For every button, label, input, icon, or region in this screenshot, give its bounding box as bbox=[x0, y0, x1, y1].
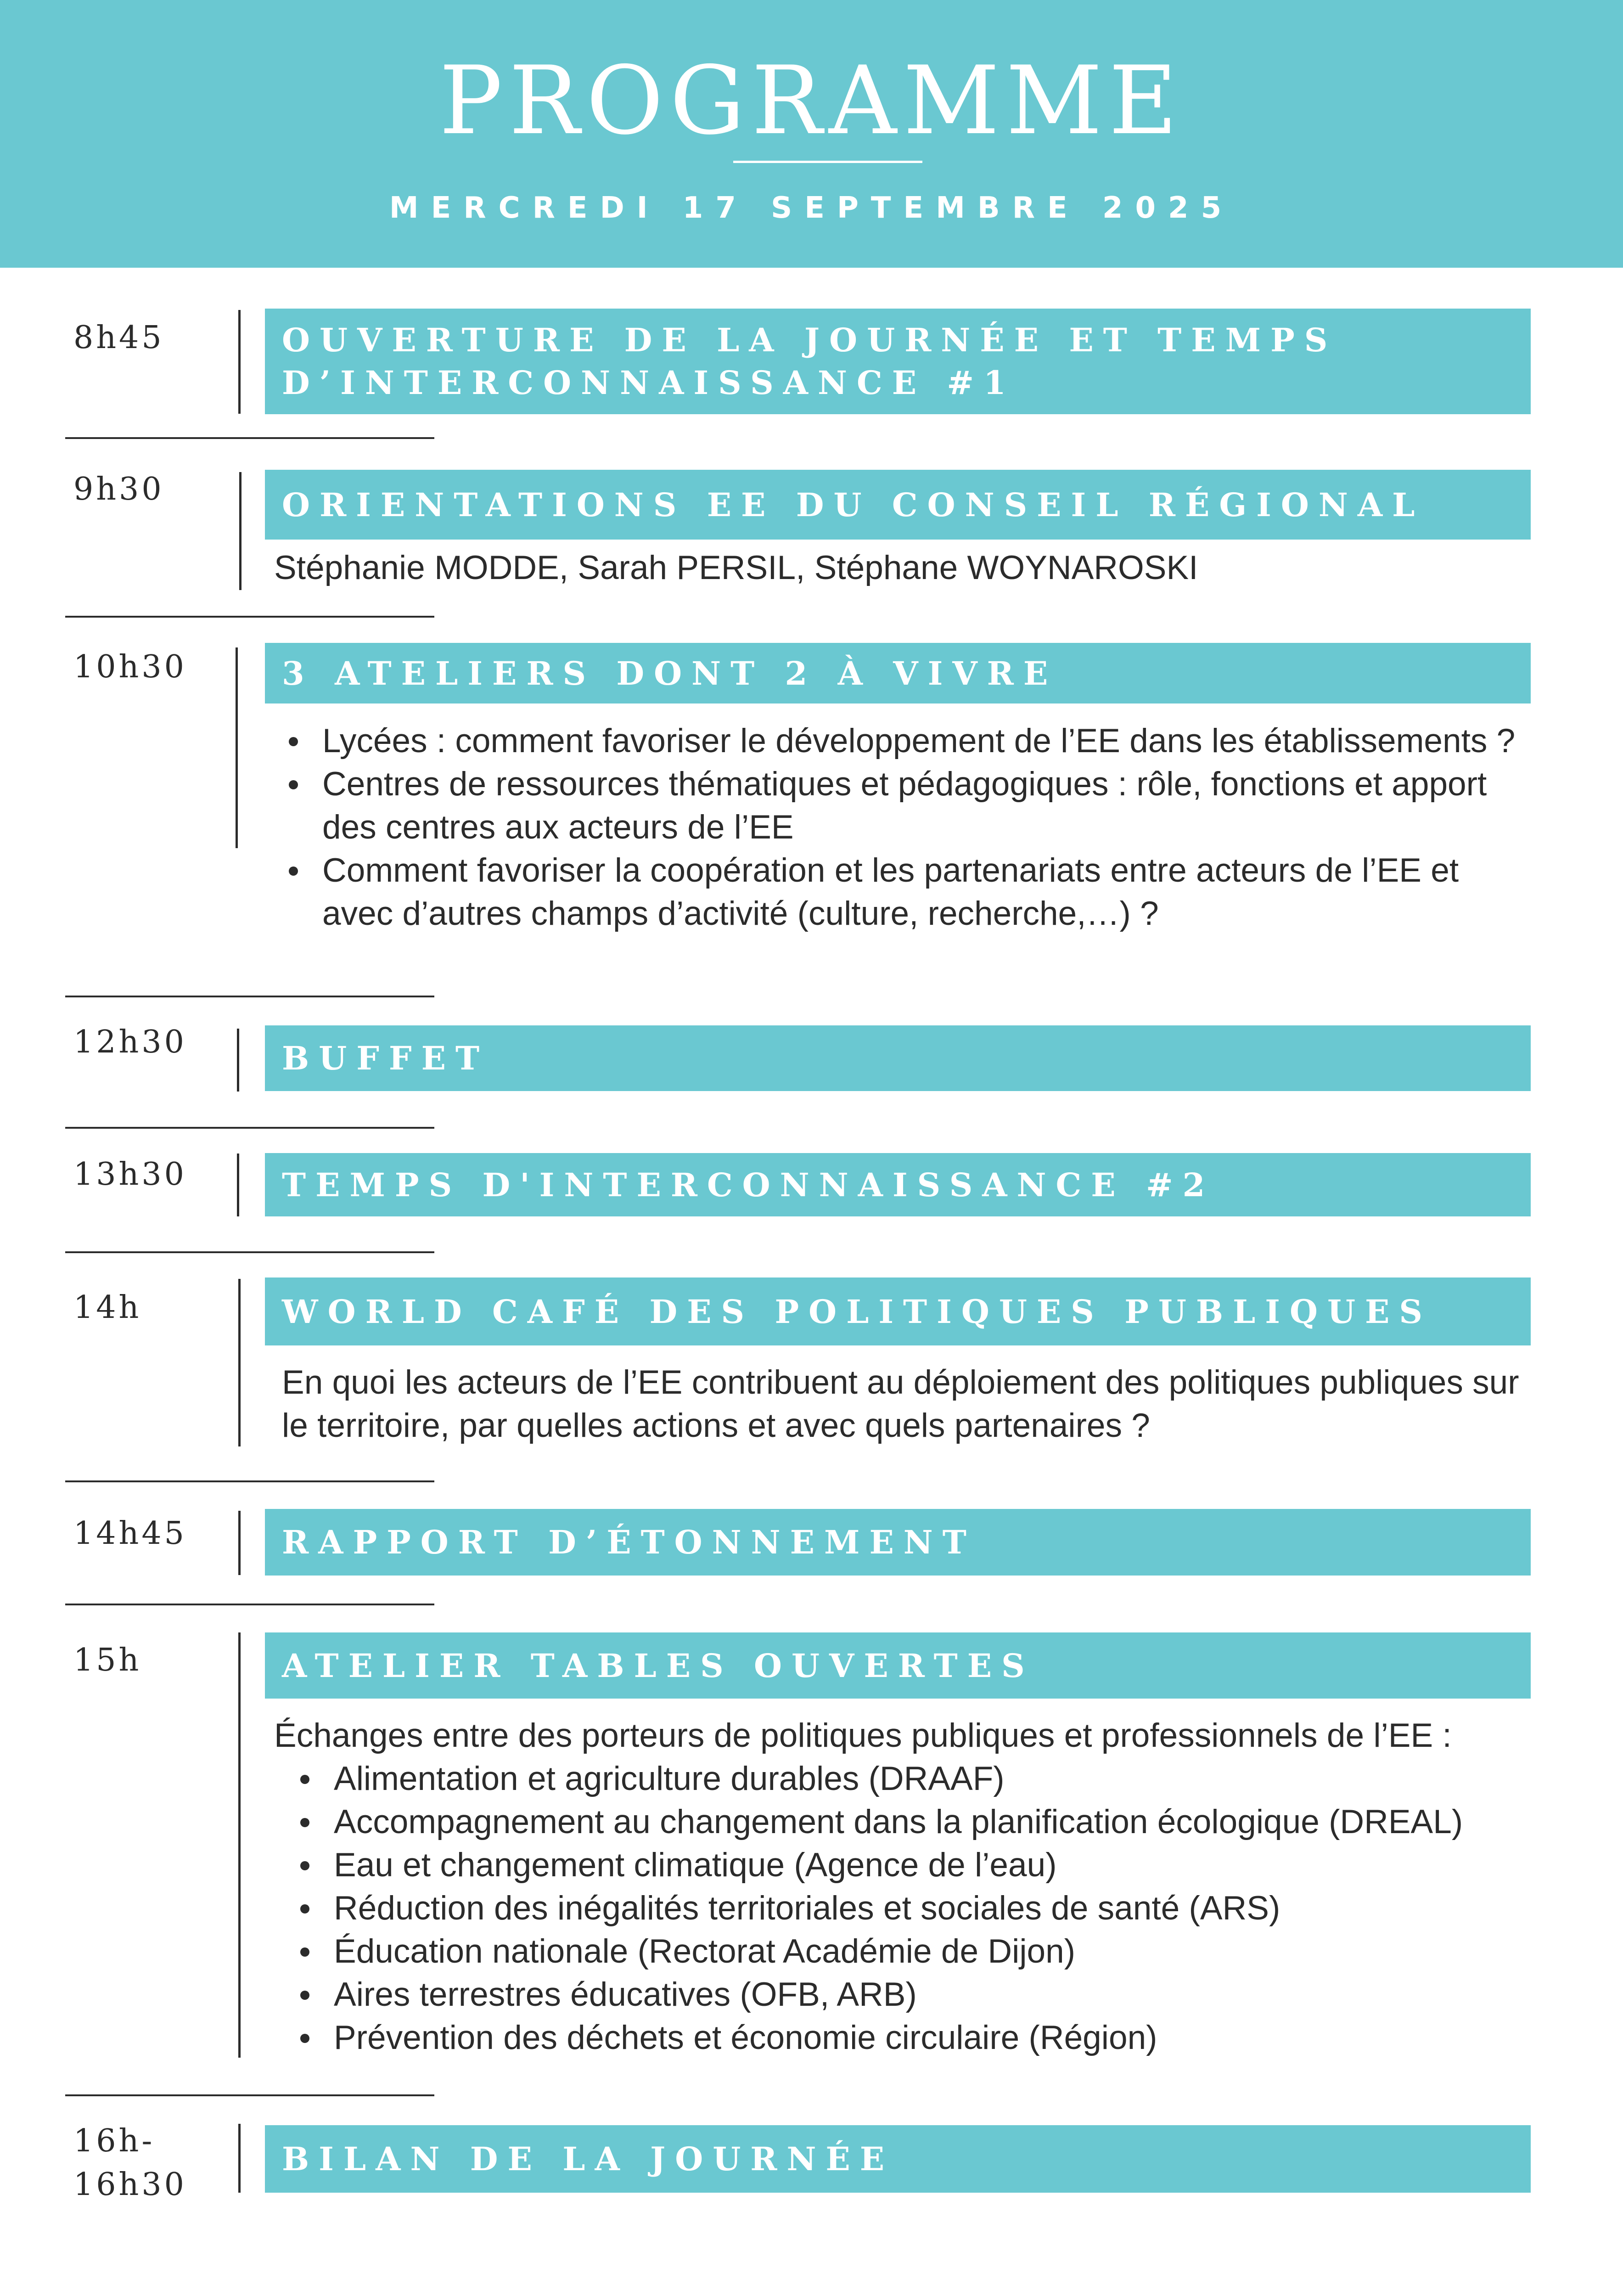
list-item: Accompagnement au changement dans la planification écologique (DREAL) bbox=[290, 1801, 1530, 1844]
time-label: 13h30 bbox=[73, 1156, 187, 1193]
time-label: 9h30 bbox=[73, 471, 164, 507]
list-item: Prévention des déchets et économie circulaire (Région) bbox=[290, 2016, 1530, 2060]
session-intro: Échanges entre des porteurs de politiques publiques et professionnels de l’EE : bbox=[274, 1717, 1452, 1754]
time-label: 8h45 bbox=[73, 320, 164, 356]
list-item: Aires terrestres éducatives (OFB, ARB) bbox=[290, 1973, 1530, 2016]
session-title-bar bbox=[265, 1277, 1531, 1345]
section-separator bbox=[65, 1251, 434, 1253]
page-title: PROGRAMME bbox=[439, 46, 1184, 156]
session-title-bar bbox=[265, 1025, 1531, 1091]
event-date: MERCREDI 17 SEPTEMBRE 2025 bbox=[389, 191, 1234, 225]
list-item: Comment favoriser la coopération et les partenariats entre acteurs de l’EE et avec d’autres champs d’activité (culture, recherche,…) ? bbox=[279, 849, 1532, 935]
session-title-bar bbox=[265, 2125, 1531, 2193]
timeline-line bbox=[239, 472, 241, 590]
session-title-bar bbox=[265, 470, 1531, 540]
timeline-line bbox=[237, 1029, 239, 1092]
section-separator bbox=[65, 437, 434, 439]
session-title: ATELIER TABLES OUVERTES bbox=[282, 1646, 1034, 1685]
timeline-line bbox=[238, 1279, 241, 1446]
list-item: Lycées : comment favoriser le développement de l’EE dans les établissements ? bbox=[279, 720, 1532, 763]
session-title-bar bbox=[265, 643, 1531, 703]
timeline-line bbox=[236, 647, 238, 848]
session-title: RAPPORT D’ÉTONNEMENT bbox=[282, 1523, 976, 1561]
list-item: Centres de ressources thématiques et pédagogiques : rôle, fonctions et apport des centres aux acteurs de l’EE bbox=[279, 763, 1532, 849]
timeline-line bbox=[238, 1632, 241, 2058]
list-item: Éducation nationale (Rectorat Académie de Dijon) bbox=[290, 1930, 1530, 1973]
time-label: 16h30 bbox=[73, 2167, 187, 2203]
session-title-bar bbox=[265, 309, 1531, 414]
section-separator bbox=[65, 616, 434, 618]
timeline-line bbox=[238, 1511, 241, 1575]
session-title-line: OUVERTURE DE LA JOURNÉE ET TEMPS bbox=[282, 321, 1337, 359]
tables-list bbox=[290, 1757, 1530, 2060]
session-title: ORIENTATIONS EE DU CONSEIL RÉGIONAL bbox=[282, 485, 1425, 524]
session-title-bar bbox=[265, 1632, 1531, 1699]
time-label: 12h30 bbox=[73, 1024, 187, 1060]
session-title-line: D’INTERCONNAISSANCE #1 bbox=[282, 364, 1016, 402]
list-item: Réduction des inégalités territoriales et sociales de santé (ARS) bbox=[290, 1887, 1530, 1930]
section-separator bbox=[65, 1480, 434, 1482]
timeline-line bbox=[238, 2124, 241, 2193]
session-title: BILAN DE LA JOURNÉE bbox=[282, 2140, 894, 2178]
time-label: 14h45 bbox=[73, 1515, 187, 1552]
time-label: 16h- bbox=[73, 2123, 155, 2159]
section-separator bbox=[65, 2094, 434, 2096]
section-separator bbox=[65, 1604, 434, 1605]
session-title: 3 ATELIERS DONT 2 À VIVRE bbox=[282, 654, 1058, 692]
time-label: 10h30 bbox=[73, 649, 187, 685]
workshop-list bbox=[279, 720, 1532, 935]
timeline-line bbox=[238, 310, 241, 414]
session-title-bar bbox=[265, 1153, 1531, 1216]
section-separator bbox=[65, 996, 434, 997]
section-separator bbox=[65, 1127, 434, 1129]
header-banner bbox=[0, 0, 1623, 268]
session-title: WORLD CAFÉ DES POLITIQUES PUBLIQUES bbox=[282, 1292, 1432, 1331]
time-label: 15h bbox=[73, 1642, 142, 1678]
list-item: Alimentation et agriculture durables (DRAAF) bbox=[290, 1757, 1530, 1801]
session-title: TEMPS D'INTERCONNAISSANCE #2 bbox=[282, 1165, 1215, 1204]
timeline-line bbox=[237, 1154, 239, 1216]
session-title-bar bbox=[265, 1509, 1531, 1576]
list-item: Eau et changement climatique (Agence de l’eau) bbox=[290, 1844, 1530, 1887]
time-label: 14h bbox=[73, 1289, 142, 1326]
header-divider bbox=[733, 161, 922, 163]
session-speakers: Stéphanie MODDE, Sarah PERSIL, Stéphane WOYNAROSKI bbox=[274, 549, 1198, 586]
session-title: BUFFET bbox=[282, 1039, 489, 1077]
session-description: En quoi les acteurs de l’EE contribuent au déploiement des politiques publiques sur le territoire, par quelles actions et avec quels partenaires ? bbox=[282, 1364, 1519, 1444]
